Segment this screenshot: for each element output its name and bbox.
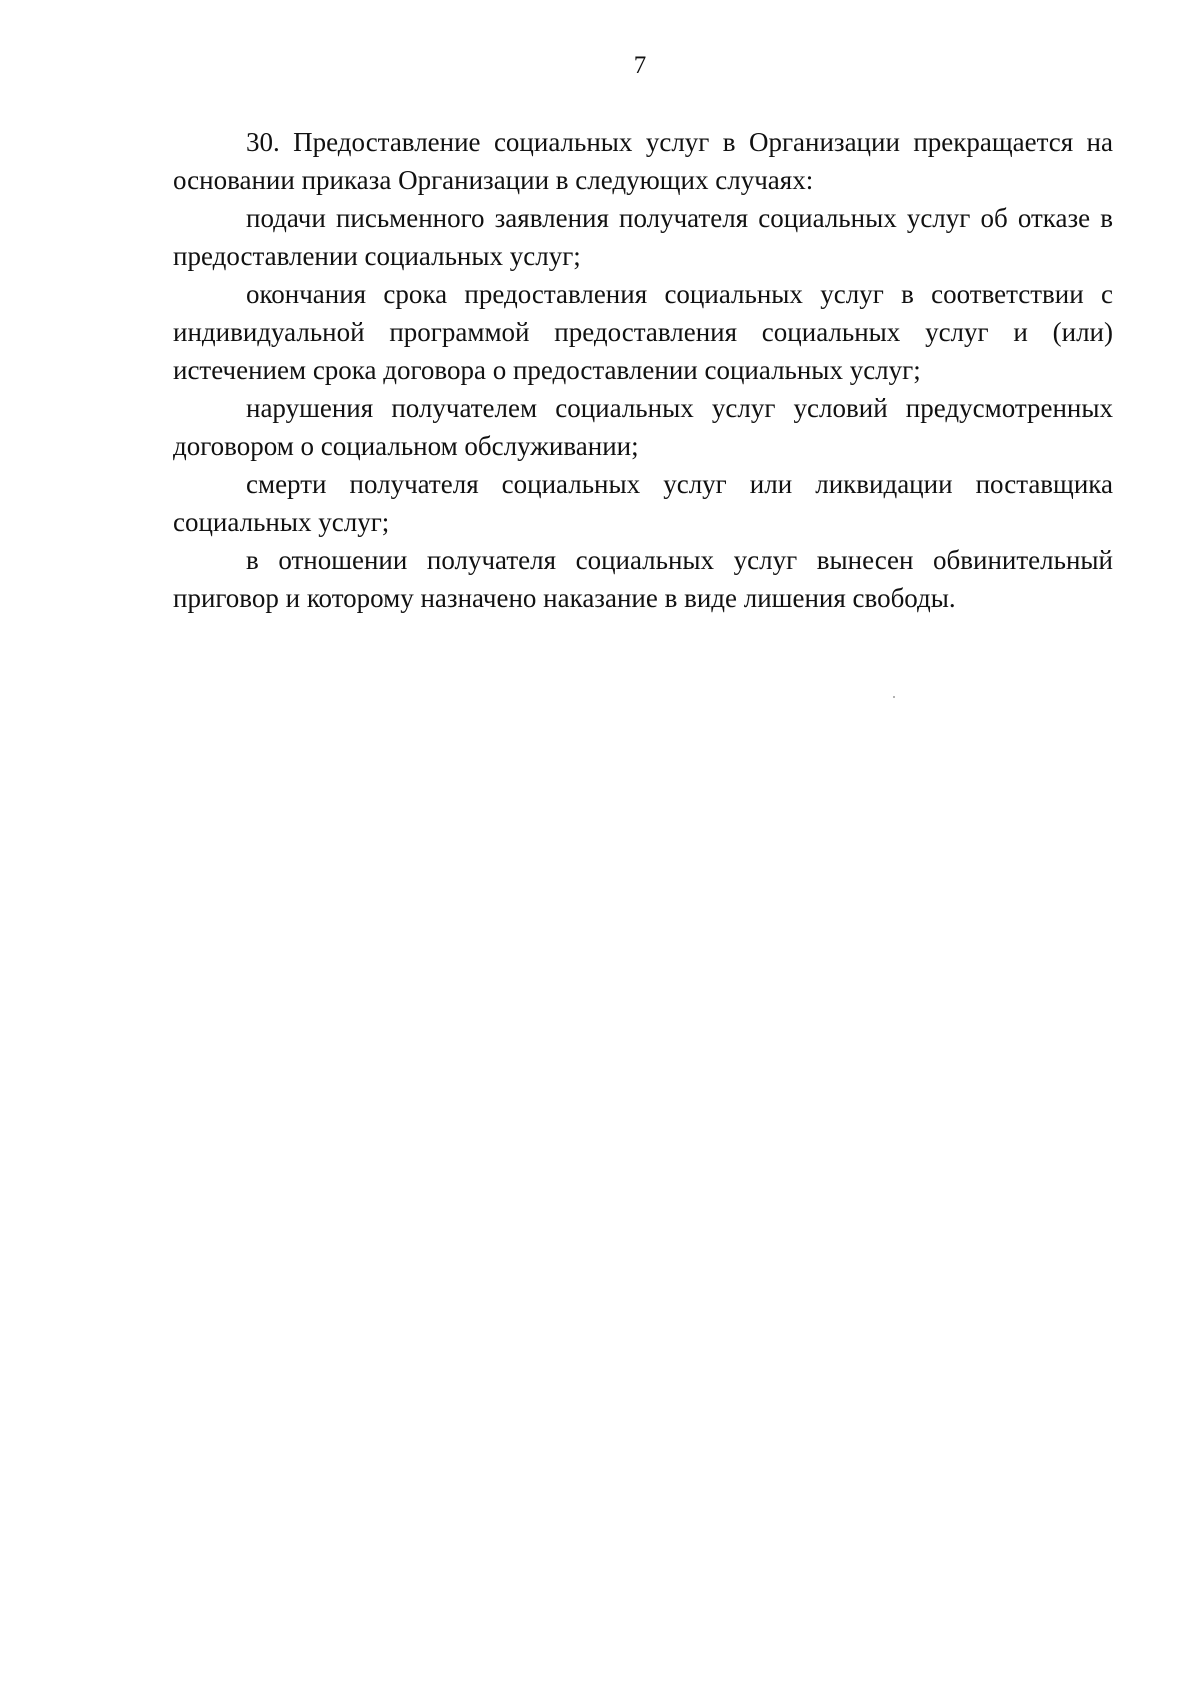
paragraph-conviction: в отношении получателя социальных услуг вынесен обвинительный приговор и которому назначено наказание в виде лишения свободы. — [173, 545, 1113, 613]
paragraph-item-30: 30. Предоставление социальных услуг в Организации прекращается на основании приказа Организации в следующих случаях: — [173, 127, 1113, 195]
paragraph-term-expiry: окончания срока предоставления социальных услуг в соответствии с индивидуальной программой предоставления социальных услуг и (или) истечением срока договора о предоставлении социальных услуг; — [173, 279, 1113, 385]
document-body — [173, 123, 1113, 617]
scan-speck — [893, 696, 895, 698]
paragraph-death-or-liquidation: смерти получателя социальных услуг или ликвидации поставщика социальных услуг; — [173, 469, 1113, 537]
page-number: 7 — [633, 52, 647, 79]
paragraph-written-application: подачи письменного заявления получателя социальных услуг об отказе в предоставлении социальных услуг; — [173, 203, 1113, 271]
paragraph-contract-violation: нарушения получателем социальных услуг условий предусмотренных договором о социальном обслуживании; — [173, 393, 1113, 461]
